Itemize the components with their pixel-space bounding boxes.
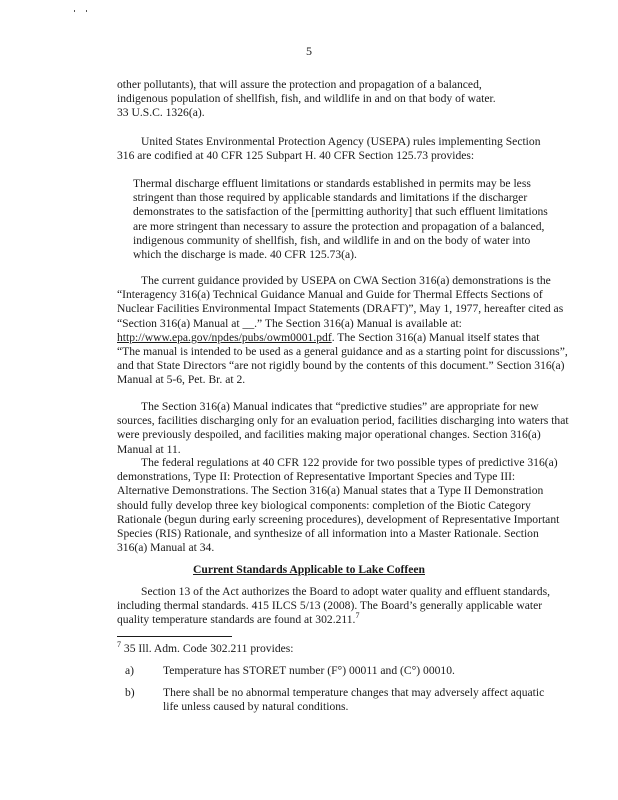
section-heading: Current Standards Applicable to Lake Coffeen — [193, 563, 425, 576]
text-line: should fully develop three key biological components: completion of the Biotic Category — [117, 498, 531, 512]
scan-artifact-mark — [86, 10, 87, 12]
text-line: are more stringent than necessary to assure the protection and propagation of a balanced, — [133, 219, 545, 233]
text-line: 316(a) Manual at 34. — [117, 541, 215, 555]
text-line: Temperature has STORET number (F°) 00011 and (C°) 00010. — [163, 664, 455, 677]
text-line: The current guidance provided by USEPA on CWA Section 316(a) demonstrations is the — [141, 274, 551, 287]
text-line: life unless caused by natural conditions. — [163, 700, 349, 714]
paragraph-carryover — [117, 78, 542, 121]
text-line: indigenous population of shellfish, fish, and wildlife in and on that body of water. — [117, 92, 496, 106]
page-number: 5 — [306, 44, 312, 58]
paragraph-federal-regulations — [117, 456, 560, 555]
text-line: There shall be no abnormal temperature changes that may adversely affect aquatic — [163, 686, 545, 699]
footnote-reference[interactable]: 7 — [355, 611, 360, 621]
text-line: “Section 316(a) Manual at __.” The Section 316(a) Manual is available at: — [117, 316, 462, 330]
text-fragment: quality temperature standards are found at 302.211. — [117, 613, 356, 627]
paragraph-usepa-rules — [117, 135, 542, 163]
text-line: demonstrates to the satisfaction of the [permitting authority] that such effluent limitations — [133, 205, 548, 219]
footnote-text: 35 Ill. Adm. Code 302.211 provides: — [121, 642, 294, 655]
text-line: The Section 316(a) Manual indicates that “predictive studies” are appropriate for new — [141, 400, 539, 413]
footnote-item-body — [163, 664, 543, 678]
paragraph-predictive-studies — [117, 400, 569, 457]
manual-url-link[interactable]: http://www.epa.gov/npdes/pubs/owm0001.pdf — [117, 330, 332, 344]
text-line: Alternative Demonstrations. The Section 316(a) Manual states that a Type II Demonstration — [117, 484, 544, 498]
text-line: Nuclear Facilities Environmental Impact Statements (DRAFT)”, May 1, 1977, hereafter cited as — [117, 302, 564, 316]
text-line: Manual at 11. — [117, 442, 181, 456]
text-line: and that State Directors “are not rigidly bound by the contents of this document.” Section 316(a) — [117, 359, 565, 373]
text-line: United States Environmental Protection Agency (USEPA) rules implementing Section — [141, 135, 541, 148]
text-line: Section 13 of the Act authorizes the Board to adopt water quality and effluent standards, — [141, 585, 550, 598]
block-quote-125-73 — [133, 177, 548, 262]
text-line: including thermal standards. 415 ILCS 5/13 (2008). The Board’s generally applicable water — [117, 599, 543, 613]
text-line: which the discharge is made. 40 CFR 125.73(a). — [133, 248, 357, 262]
text-line: were previously despoiled, and facilities making major operational changes. Section 316(a) — [117, 428, 541, 442]
text-line: other pollutants), that will assure the protection and propagation of a balanced, — [117, 78, 482, 91]
text-line: 316 are codified at 40 CFR 125 Subpart H. 40 CFR Section 125.73 provides: — [117, 149, 475, 163]
text-line: Manual at 5-6, Pet. Br. at 2. — [117, 373, 246, 387]
text-line: The federal regulations at 40 CFR 122 provide for two possible types of predictive 316(a) — [141, 456, 558, 469]
paragraph-current-guidance — [117, 274, 568, 388]
footnote-item-marker: a) — [125, 664, 135, 677]
text-fragment: . The Section 316(a) Manual itself states that — [331, 330, 540, 344]
text-line: demonstrations, Type II: Protection of Representative Important Species and Type III: — [117, 470, 516, 484]
text-line: Thermal discharge effluent limitations or standards established in permits may be less — [133, 177, 531, 190]
text-line: Species (RIS) Rationale, and synthesize of all information into a Master Rationale. Section — [117, 527, 539, 541]
text-line — [117, 613, 542, 627]
text-line: 33 U.S.C. 1326(a). — [117, 106, 205, 120]
footnote-item-body — [163, 686, 543, 714]
paragraph-section-13 — [117, 585, 550, 628]
text-line: stringent than those required by applicable standards and limitations if the discharger — [133, 191, 528, 205]
text-line: “Interagency 316(a) Technical Guidance Manual and Guide for Thermal Effects Sections of — [117, 288, 543, 302]
scan-artifact-mark — [74, 10, 75, 12]
footnote-item-marker: b) — [125, 686, 135, 699]
text-line: “The manual is intended to be used as a general guidance and as a starting point for discussions”, — [117, 345, 568, 359]
text-line: sources, facilities discharging only for an evaluation period, facilities discharging into waters that — [117, 414, 569, 428]
text-line: Rationale (begun during early screening procedures), development of Representative Important — [117, 512, 560, 526]
text-line — [117, 331, 542, 345]
footnote — [117, 642, 294, 656]
footnote-divider — [117, 636, 232, 637]
footnote-marker: 7 — [117, 640, 121, 650]
text-line: indigenous community of shellfish, fish, and wildlife in and on the body of water into — [133, 233, 531, 247]
